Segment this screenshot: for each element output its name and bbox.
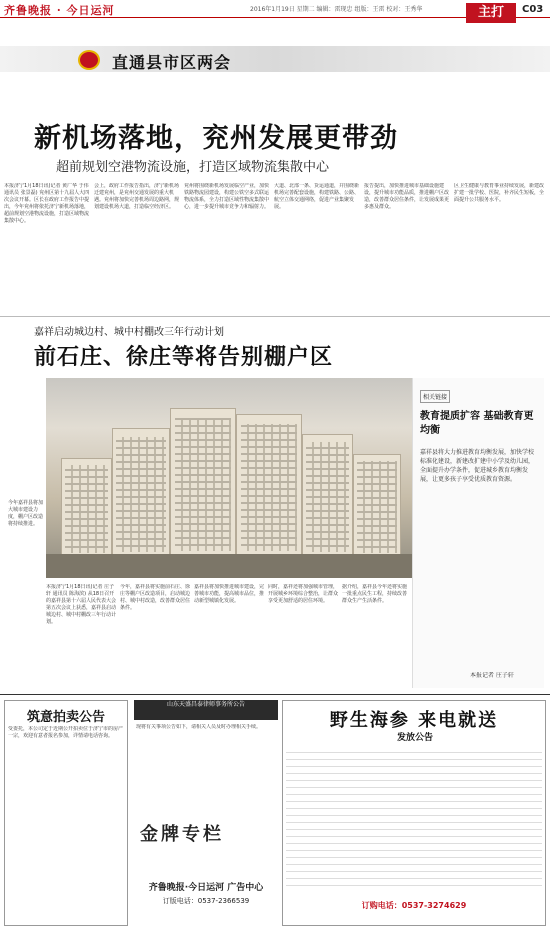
auction-title: 筑意拍卖公告 [26,710,105,725]
lead-column: 会上，政府工作报告指出，济宁新机场迁建兖州，是兖州交通发展的重大机遇。兖州将加快完善机场周边路网，规划建设机场大道，打造临空经济区。 [94,183,180,210]
section-tag: 主打 [466,3,516,23]
feature-headline: 前石庄、徐庄等将告别棚户区 [34,345,334,370]
feature-kicker: 嘉祥启动城边村、城中村棚改三年行动计划 [34,327,224,338]
newspaper-logo: 齐鲁晚报 · 今日运河 [4,4,115,17]
lead-column: 本报济宁1月18日讯(记者 黄广华 于伟 通讯员 张景磊) 兖州区第十九届人大四次会议开幕。区长在政府工作报告中提出，今年兖州将依托济宁新机场落地，超前规划空港物流设施，打造区域物流集散中心。 [4,183,90,224]
lead-column: 兖州将围绕新机场发展临空产业，加快铁路物流园建设，构建公铁空多式联运物流体系，全力打造区域性物流集散中心，进一步提升城市竞争力和辐射力。 [184,183,270,210]
ad-contact: 齐鲁晚报·今日运河 广告中心 [148,883,264,893]
feature-column: 同时，嘉祥还将加强城市管理，开展城乡环境综合整治，让群众享受更加舒适的居住环境。 [268,584,338,604]
sea-cucumber-title: 野生海参 来电就送 [329,710,499,731]
ad-phone: 订版电话：0537-2366539 [162,897,250,905]
feature-column: 今年，嘉祥县将实施前石庄、徐庄等棚户区改造项目，启动城边村、城中村改造，改善群众居住条件。 [120,584,190,611]
sidebar-text: 嘉祥县将大力推进教育均衡发展，加快学校标准化建设，新建改扩建中小学及幼儿园，全面提升办学条件，促进城乡教育均衡发展，让更多孩子享受优质教育资源。 [420,449,535,483]
sea-cucumber-phone: 订购电话：0537-3274629 [361,901,467,910]
photo-caption: 今年嘉祥县将加大城市建设力度，棚户区改造将持续推进。 [8,500,44,527]
lead-headline: 新机场落地，兖州发展更带劲 [34,123,398,154]
lead-column: 报告提出，加快推进城市基础设施建设，提升城市功能品质，推进棚户区改造，改善群众居住条件，让发展成果更多惠及群众。 [364,183,450,210]
issue-info: 2016年1月19日 星期二 编辑：雷现忠 组版：王雷 校对：王秀华 [250,6,423,13]
feature-column: 本报济宁1月18日讯(记者 庄子轩 通讯员 陈海滨) 从18日召开的嘉祥县第十六届人民代表大会第五次会议上获悉，嘉祥县启动城边村、城中村棚改三年行动计划。 [46,584,116,625]
auction-text: 受委托，本公司定于近期公开拍卖位于济宁市的房产一宗，欢迎有意者报名参加，详情请电话咨询。 [8,726,124,739]
gold-column-brand: 金牌专栏 [140,824,224,845]
lead-column: 区卫生健康与教育事业持续发展，新建改扩建一批学校、医院，补齐民生短板，全面提升公共服务水平。 [454,183,544,203]
sidebar-tag: 相关链接 [420,390,450,403]
residential-buildings-photo [46,378,412,578]
section-divider [0,316,550,317]
sidebar-author: 本报记者 庄子轩 [470,672,514,679]
banner-title: 直通县市区两会 [112,53,232,72]
national-emblem-icon [78,50,100,70]
feature-column: 嘉祥县将加快推进城市建设，完善城市功能，提高城市品位，推动新型城镇化发展。 [194,584,264,604]
lead-column: 大道、北部一条、货运通道，并围绕新机场完善配套设施，构建铁路、公路、航空立体交通网络，促进产业集聚发展。 [274,183,360,210]
lead-subhead: 超前规划空港物流设施，打造区域物流集散中心 [56,160,330,175]
sea-cucumber-text [286,752,542,892]
law-notice-text: 现将有关事项公告如下，请相关人员及时办理相关手续。 [136,724,262,730]
page-number: C03 [522,4,544,15]
sea-cucumber-sub: 发放公告 [340,732,490,744]
feature-column: 据介绍，嘉祥县今年还将实施一批重点民生工程，持续改善群众生产生活条件。 [342,584,408,604]
law-notice-header: 山东天盛昌泰律师事务所公告 [134,700,278,720]
sidebar-title: 教育提质扩容 基础教育更均衡 [420,411,534,436]
ads-divider [0,694,550,695]
